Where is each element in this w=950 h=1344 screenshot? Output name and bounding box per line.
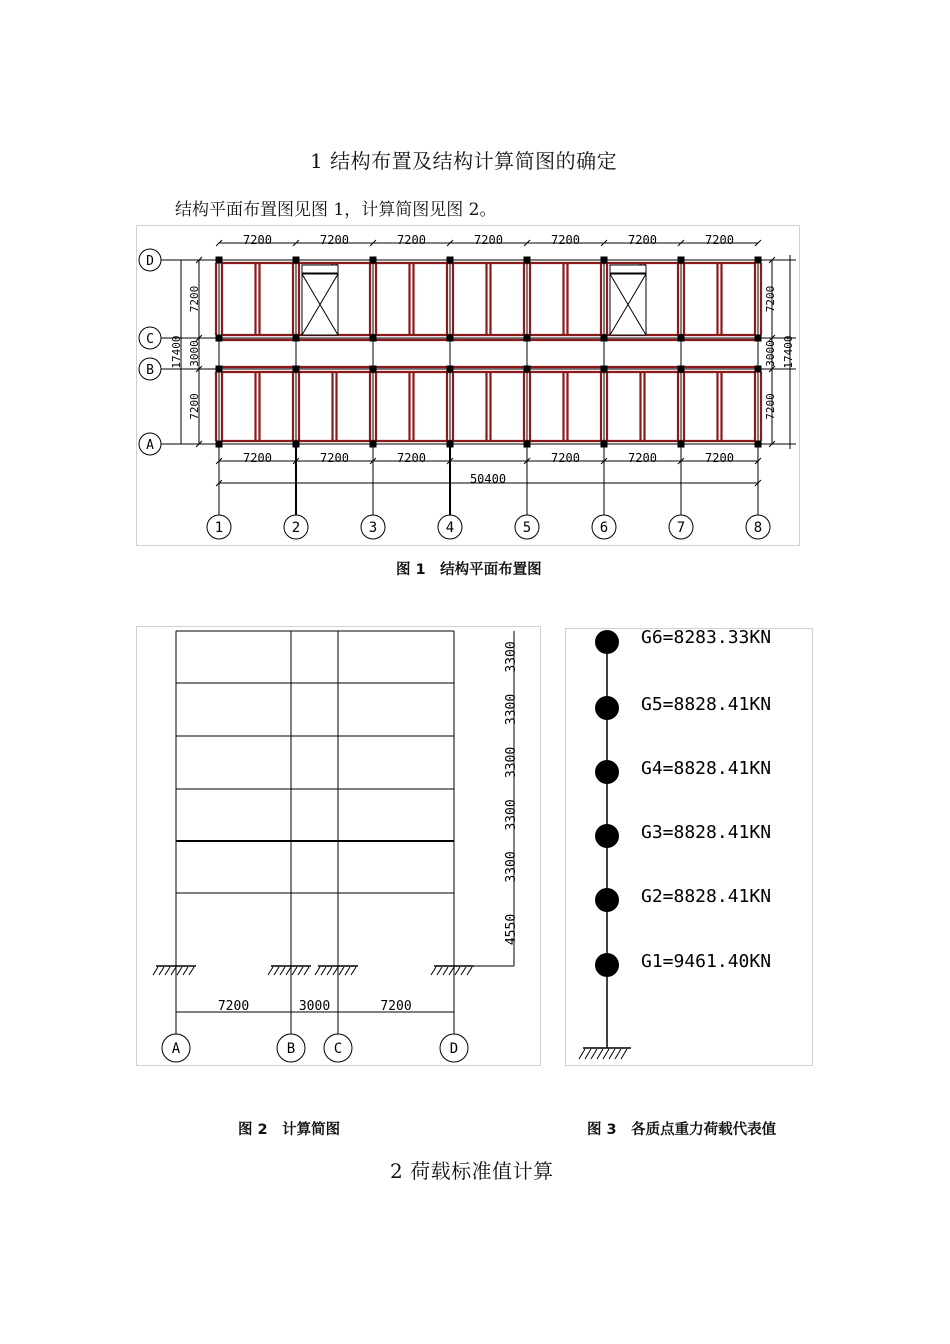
dim-label: 7200 bbox=[320, 451, 349, 465]
dim-label: 7200 bbox=[320, 233, 349, 247]
dim-label: 7200 bbox=[551, 451, 580, 465]
column bbox=[447, 257, 454, 264]
dim-label: 7200 bbox=[705, 451, 734, 465]
height-label: 4550 bbox=[504, 913, 519, 946]
axis-label: 7 bbox=[676, 520, 686, 536]
dim-label: 7200 bbox=[551, 233, 580, 247]
column bbox=[524, 366, 531, 373]
height-label: 3300 bbox=[504, 693, 519, 726]
load-label: G6=8283.33KN bbox=[641, 628, 772, 648]
load-label: G4=8828.41KN bbox=[641, 758, 772, 779]
axis-label: A bbox=[171, 1041, 181, 1057]
column bbox=[293, 335, 300, 342]
dim-label: 7200 bbox=[188, 285, 201, 313]
axis-label: 3 bbox=[368, 520, 378, 536]
section1-title: 1 结构布置及结构计算简图的确定 bbox=[310, 149, 618, 173]
axis-label: B bbox=[286, 1041, 296, 1057]
column bbox=[601, 366, 608, 373]
stair-landing bbox=[610, 265, 646, 273]
axis-label: 6 bbox=[599, 520, 609, 536]
column bbox=[601, 257, 608, 264]
dim-label: 3000 bbox=[188, 340, 201, 367]
bay-label: 7200 bbox=[380, 999, 412, 1014]
figure1-caption: 图 1 结构平面布置图 bbox=[396, 562, 542, 578]
dim-label: 7200 bbox=[764, 285, 777, 313]
mass-point bbox=[595, 630, 619, 654]
dim-label: 17400 bbox=[782, 335, 795, 369]
column bbox=[678, 366, 685, 373]
load-label: G1=9461.40KN bbox=[641, 951, 772, 972]
bay-label: 3000 bbox=[298, 999, 331, 1014]
height-label: 3300 bbox=[504, 799, 519, 831]
load-label: G3=8828.41KN bbox=[641, 822, 772, 843]
column bbox=[678, 335, 685, 342]
dim-label: 3000 bbox=[764, 340, 777, 367]
axis-label: B bbox=[146, 363, 154, 378]
dim-label: 7200 bbox=[474, 233, 503, 247]
column bbox=[447, 366, 454, 373]
column bbox=[524, 335, 531, 342]
mass-point bbox=[595, 696, 619, 720]
axis-label: C bbox=[146, 332, 154, 347]
mass-point bbox=[595, 953, 619, 977]
figure2-caption: 图 2 计算简图 bbox=[238, 1122, 341, 1138]
axis-label: C bbox=[333, 1041, 343, 1057]
axis-label: 5 bbox=[522, 520, 532, 536]
dim-label: 7200 bbox=[188, 393, 201, 420]
axis-label: 4 bbox=[445, 520, 455, 536]
dim-label: 7200 bbox=[243, 233, 272, 247]
height-label: 3300 bbox=[504, 851, 519, 883]
column bbox=[601, 335, 608, 342]
column bbox=[524, 257, 531, 264]
height-label: 3300 bbox=[504, 746, 519, 779]
column bbox=[370, 257, 377, 264]
axis-label: A bbox=[146, 438, 154, 453]
axis-label: D bbox=[449, 1041, 459, 1057]
load-label: G2=8828.41KN bbox=[641, 886, 772, 907]
dim-label: 7200 bbox=[628, 451, 657, 465]
stair-landing bbox=[302, 265, 338, 273]
dim-label: 7200 bbox=[243, 451, 272, 465]
mass-point bbox=[595, 824, 619, 848]
height-label: 3300 bbox=[504, 641, 519, 673]
column bbox=[370, 335, 377, 342]
dim-label: 17400 bbox=[170, 335, 183, 369]
load-label: G5=8828.41KN bbox=[641, 694, 772, 715]
mass-point bbox=[595, 760, 619, 784]
axis-label: 8 bbox=[753, 520, 763, 536]
figure3-masses bbox=[565, 628, 813, 1066]
dim-label: 7200 bbox=[397, 451, 426, 465]
dim-label: 7200 bbox=[628, 233, 657, 247]
column bbox=[370, 366, 377, 373]
figure2-frame bbox=[136, 626, 541, 1066]
column bbox=[293, 366, 300, 373]
figure3-caption: 图 3 各质点重力荷载代表值 bbox=[587, 1122, 777, 1138]
column bbox=[293, 257, 300, 264]
dim-label: 7200 bbox=[764, 393, 777, 420]
column bbox=[447, 335, 454, 342]
bay-label: 7200 bbox=[217, 999, 250, 1014]
dim-label: 7200 bbox=[705, 233, 734, 247]
total-dim-label: 50400 bbox=[469, 472, 507, 486]
section1-intro: 结构平面布置图见图 1，计算简图见图 2。 bbox=[175, 200, 497, 220]
figure1-plan bbox=[136, 225, 800, 546]
mass-point bbox=[595, 888, 619, 912]
axis-label: 1 bbox=[214, 520, 224, 536]
section2-title: 2 荷载标准值计算 bbox=[390, 1159, 554, 1183]
dim-label: 7200 bbox=[397, 233, 426, 247]
column bbox=[678, 257, 685, 264]
axis-label: D bbox=[146, 254, 154, 269]
axis-label: 2 bbox=[291, 520, 301, 536]
